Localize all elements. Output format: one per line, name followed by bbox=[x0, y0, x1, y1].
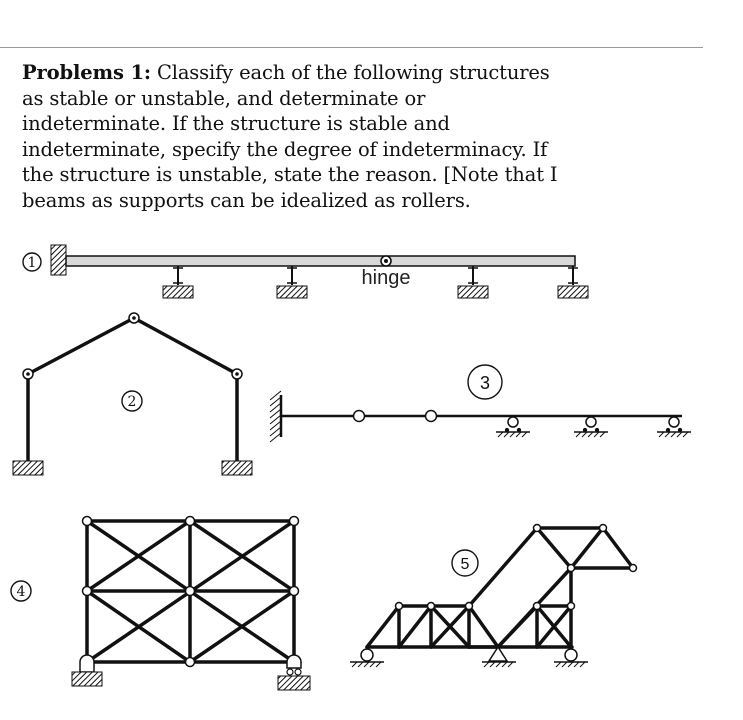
frame-fixed-support-right bbox=[222, 461, 252, 475]
figure-5-truss bbox=[367, 528, 633, 647]
roller-support-3 bbox=[657, 417, 691, 437]
problem-line-2: as stable or unstable, and determinate or bbox=[22, 86, 426, 110]
pin-support bbox=[80, 655, 94, 672]
roller-support-2 bbox=[574, 417, 608, 437]
ibeam-support-4 bbox=[558, 266, 588, 298]
beam-hinge-1 bbox=[354, 411, 365, 422]
roller-support-1 bbox=[496, 417, 530, 437]
problem-line-6: beams as supports can be idealized as rollers. bbox=[22, 188, 471, 212]
figure-1-beam bbox=[23, 245, 588, 298]
figure-5-number: 5 bbox=[460, 556, 470, 573]
figure-2-number: 2 bbox=[127, 394, 137, 410]
figure-2-frame bbox=[13, 313, 252, 475]
roller-support bbox=[287, 655, 301, 668]
beam-hinge-2 bbox=[426, 411, 437, 422]
figure-5-supports bbox=[350, 647, 588, 667]
figure-1-number: 1 bbox=[27, 255, 37, 271]
frame-fixed-support-left bbox=[13, 461, 43, 475]
figure-3-beam bbox=[270, 365, 691, 442]
hinge-label: hinge bbox=[361, 267, 411, 289]
problem-line-4: indeterminate, specify the degree of indeterminacy. If bbox=[22, 137, 548, 161]
fixed-wall-support bbox=[51, 245, 66, 275]
ibeam-support-1 bbox=[163, 266, 193, 298]
problem-line-1: Problems 1: Classify each of the following structures bbox=[22, 61, 550, 84]
figure-4-number: 4 bbox=[16, 584, 26, 600]
problem-heading: Problems 1: bbox=[22, 61, 151, 84]
figure-3-number: 3 bbox=[479, 373, 491, 393]
beam bbox=[66, 256, 575, 266]
ibeam-support-2 bbox=[277, 266, 307, 298]
problem-line-5: the structure is unstable, state the reason. [Note that I bbox=[22, 163, 558, 187]
problem-line-3: indeterminate. If the structure is stable and bbox=[22, 112, 450, 136]
ibeam-support-3 bbox=[458, 266, 488, 298]
pin-support-5 bbox=[489, 647, 507, 661]
